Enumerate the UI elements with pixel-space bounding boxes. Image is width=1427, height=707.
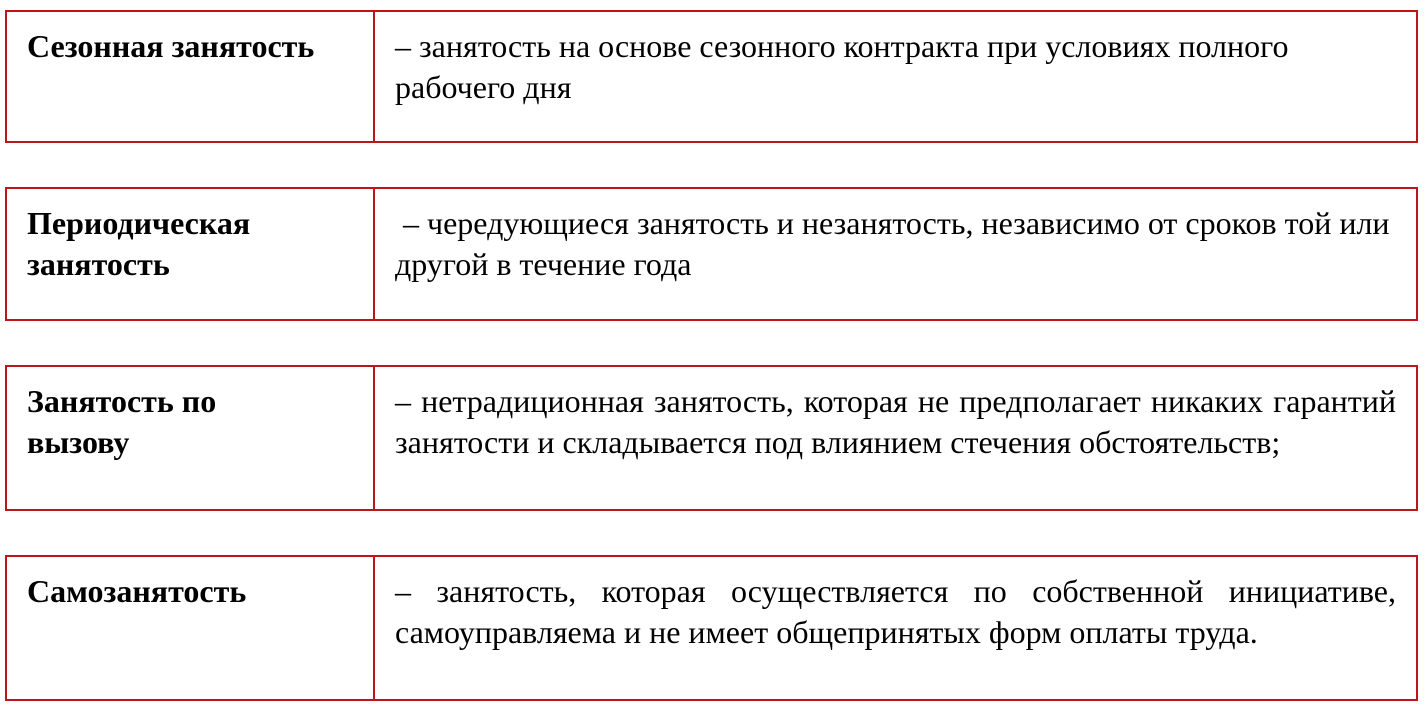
term-label: Занятость по вызову	[7, 367, 375, 509]
definition-box-periodic-employment	[5, 187, 1418, 321]
definition-box-self-employment	[5, 555, 1418, 701]
definition-text: – нетрадиционная занятость, которая не предполагает никаких гарантий занятости и складывается под влиянием стечения обстоятельств;	[395, 383, 1396, 460]
definition-text: – занятость на основе сезонного контракта при условиях полного рабочего дня	[395, 28, 1289, 105]
definition-text: – занятость, которая осуществляется по собственной инициативе, самоуправляема и не имеет общепринятых форм оплаты труда.	[395, 573, 1396, 650]
term-label: Самозанятость	[7, 557, 375, 699]
definition-box-seasonal-employment	[5, 10, 1418, 143]
definition-box-on-call-employment	[5, 365, 1418, 511]
term-label: Периодическая занятость	[7, 189, 375, 319]
definition-text: – чередующиеся занятость и незанятость, независимо от сроков той или другой в течение года	[395, 205, 1398, 282]
term-label: Сезонная занятость	[7, 12, 375, 141]
